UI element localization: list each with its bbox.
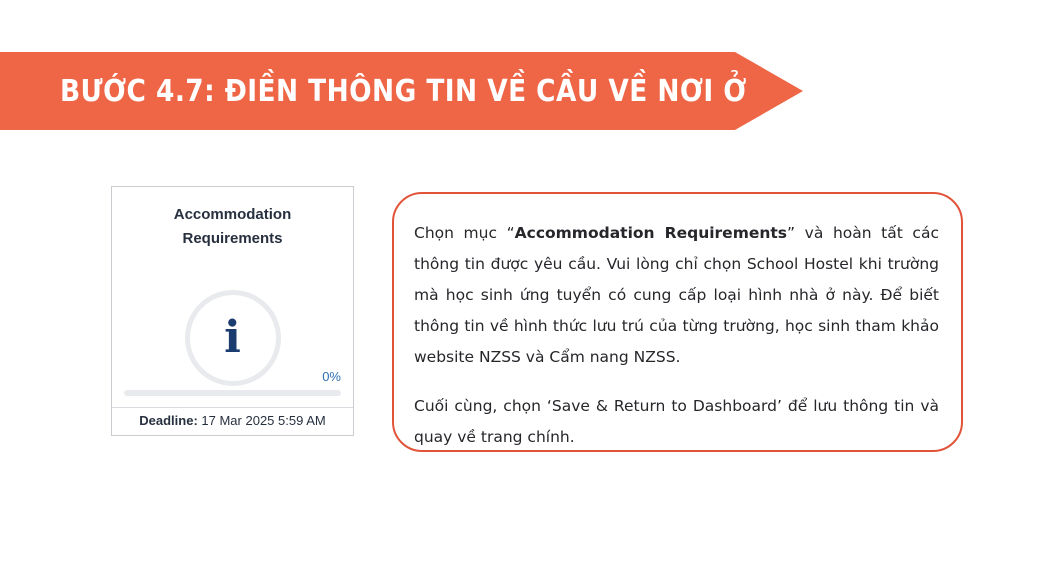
card-divider <box>112 407 353 408</box>
instruction-callout <box>392 192 963 452</box>
card-title-line2: Requirements <box>182 230 283 247</box>
deadline-value: 17 Mar 2025 5:59 AM <box>201 413 326 428</box>
instruction-paragraph-1 <box>414 218 939 373</box>
page-title: BƯỚC 4.7: ĐIỀN THÔNG TIN VỀ CẦU VỀ NƠI Ở <box>60 73 747 109</box>
info-icon: i <box>224 312 241 363</box>
progress-bar <box>124 390 341 396</box>
instruction-paragraph-2: Cuối cùng, chọn ‘Save & Return to Dashboard’ để lưu thông tin và quay về trang chính. <box>414 397 939 446</box>
instruction-p1-bold: Accommodation Requirements <box>514 224 788 242</box>
progress-percent-label: 0% <box>322 369 341 384</box>
instruction-text <box>414 218 939 453</box>
deadline-text <box>112 413 353 428</box>
card-title <box>112 203 353 251</box>
instruction-p1-part2: ” và hoàn tất các thông tin được yêu cầu. Vui lòng chỉ chọn School Hostel khi trường mà học sinh ứng tuyển có cung cấp loại hình nhà ở này. Để biết thông tin về hình thức lưu trú của từng trường, học sinh tham khảo website NZSS và Cẩm nang NZSS. <box>414 224 939 366</box>
progress-ring <box>185 290 281 386</box>
header-banner <box>0 52 800 130</box>
deadline-label: Deadline: <box>139 413 198 428</box>
accommodation-card[interactable] <box>111 186 354 436</box>
instruction-p1-part1: Chọn mục “ <box>414 224 515 242</box>
card-title-line1: Accommodation <box>173 206 292 223</box>
